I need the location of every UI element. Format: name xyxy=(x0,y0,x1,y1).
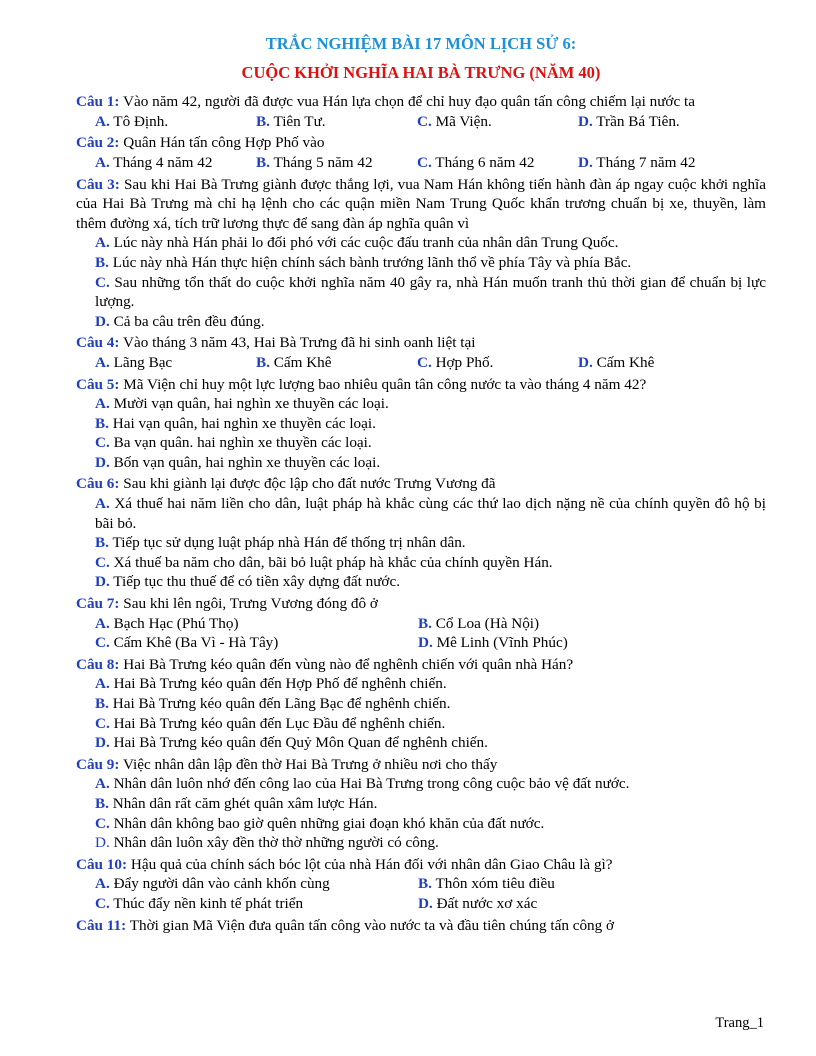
answer-option[interactable] xyxy=(95,553,766,573)
question-stem xyxy=(76,474,766,494)
option-letter: C. xyxy=(95,434,110,452)
answer-option[interactable] xyxy=(95,433,766,453)
answer-option[interactable] xyxy=(95,794,766,814)
question-number: Câu 11: xyxy=(76,916,127,934)
answer-option[interactable] xyxy=(418,874,741,894)
answer-option[interactable] xyxy=(95,394,766,414)
option-text: Hai Bà Trưng kéo quân đến Hợp Phố để nghênh chiến. xyxy=(113,675,447,693)
question-text: Vào tháng 3 năm 43, Hai Bà Trưng đã hi sinh oanh liệt tại xyxy=(123,334,476,352)
answer-option[interactable] xyxy=(256,153,417,173)
option-letter: A. xyxy=(95,353,110,371)
option-text: Nhân dân rất căm ghét quân xâm lược Hán. xyxy=(112,794,378,812)
document-page xyxy=(76,34,766,935)
answer-option[interactable] xyxy=(578,112,739,132)
option-text: Tháng 5 năm 42 xyxy=(273,153,373,171)
option-text: Sau những tổn thất do cuộc khởi nghĩa năm 40 gây ra, nhà Hán muốn tranh thủ thời gian để chuẩn bị lực lượng. xyxy=(95,273,767,311)
answer-option[interactable] xyxy=(95,733,766,753)
option-letter: C. xyxy=(417,153,432,171)
answer-option[interactable] xyxy=(76,273,766,312)
question-block xyxy=(76,755,766,853)
question-stem xyxy=(76,655,766,675)
option-letter: A. xyxy=(95,614,110,632)
question-block xyxy=(76,916,766,936)
option-text: Tháng 6 năm 42 xyxy=(435,153,535,171)
option-text: Xá thuế hai năm liền cho dân, luật pháp hà khắc cùng các thứ lao dịch nặng nề của chính quyền đô hộ bị bãi bỏ. xyxy=(95,495,766,532)
option-text: Thôn xóm tiêu điều xyxy=(435,875,555,893)
option-letter: D. xyxy=(418,894,433,912)
option-letter: D. xyxy=(578,353,593,371)
question-number: Câu 5: xyxy=(76,375,120,393)
options-row xyxy=(76,833,766,853)
option-letter: B. xyxy=(256,112,270,130)
answer-option[interactable] xyxy=(95,533,766,553)
answer-option[interactable] xyxy=(95,894,418,914)
question-stem xyxy=(76,175,766,234)
question-block xyxy=(76,855,766,914)
option-text: Hai Bà Trưng kéo quân đến Lãng Bạc để nghênh chiến. xyxy=(112,695,451,712)
options-row xyxy=(76,874,766,894)
option-text: Mười vạn quân, hai nghìn xe thuyền các loại. xyxy=(113,395,389,413)
option-letter: A. xyxy=(95,395,110,413)
question-text: Sau khi giành lại được độc lập cho đất nước Trưng Vương đã xyxy=(123,475,496,493)
question-text: Thời gian Mã Viện đưa quân tấn công vào nước ta và đầu tiên chúng tấn công ở xyxy=(129,916,615,934)
option-letter: C. xyxy=(95,553,110,571)
options-row xyxy=(76,353,766,373)
question-block xyxy=(76,133,766,172)
option-text: Lãng Bạc xyxy=(113,353,173,371)
options-row xyxy=(76,814,766,834)
option-letter: C. xyxy=(95,714,110,732)
answer-option[interactable] xyxy=(418,614,741,634)
option-letter: D. xyxy=(418,634,433,652)
answer-option[interactable] xyxy=(95,614,418,634)
answer-option[interactable] xyxy=(95,312,766,332)
answer-option[interactable] xyxy=(95,453,766,473)
option-letter: A. xyxy=(95,675,110,693)
title-line-2: CUỘC KHỞI NGHĨA HAI BÀ TRƯNG (NĂM 40) xyxy=(241,62,601,82)
option-letter: C. xyxy=(417,112,432,130)
answer-option[interactable] xyxy=(95,353,256,373)
options-row xyxy=(76,253,766,273)
answer-option[interactable] xyxy=(95,572,766,592)
question-text: Sau khi lên ngôi, Trưng Vương đóng đô ở xyxy=(123,595,378,613)
option-text: Bốn vạn quân, hai nghìn xe thuyền các loại. xyxy=(113,453,381,471)
answer-option[interactable] xyxy=(95,253,766,273)
options-row xyxy=(76,312,766,332)
answer-option[interactable] xyxy=(95,112,256,132)
option-text: Hai Bà Trưng kéo quân đến Quỷ Môn Quan để nghênh chiến. xyxy=(113,734,488,752)
option-letter: C. xyxy=(95,894,110,912)
answer-option[interactable] xyxy=(95,833,766,853)
page-footer: Trang_1 xyxy=(715,1015,764,1031)
question-block xyxy=(76,474,766,592)
question-stem xyxy=(76,594,766,614)
options-row xyxy=(76,453,766,473)
options-row xyxy=(76,112,766,132)
option-letter: B. xyxy=(95,794,109,812)
question-text: Quân Hán tấn công Hợp Phố vào xyxy=(123,134,325,152)
option-text: Cấm Khê (Ba Vì - Hà Tây) xyxy=(113,634,279,652)
question-block xyxy=(76,375,766,473)
option-letter: D. xyxy=(95,734,110,752)
question-text: Hậu quả của chính sách bóc lột của nhà Hán đối với nhân dân Giao Châu là gì? xyxy=(130,855,613,873)
option-text: Cả ba câu trên đều đúng. xyxy=(113,312,265,330)
option-text: Thúc đẩy nền kinh tế phát triển xyxy=(113,894,304,912)
question-stem xyxy=(76,333,766,353)
option-text: Tiếp tục sử dụng luật pháp nhà Hán để thống trị nhân dân. xyxy=(112,534,466,552)
question-text: Sau khi Hai Bà Trưng giành được thắng lợi, vua Nam Hán không tiến hành đàn áp ngay cuộc khởi nghĩa của Hai Bà Trưng mà chỉ hạ lệnh cho các quận miền Nam Trung Quốc khẩn trương chuẩn bị xe, thuyền, làm thêm đường xá, tích trữ lương thực để sang đàn áp nghĩa quân vì xyxy=(76,175,767,232)
option-letter: C. xyxy=(95,273,110,291)
options-row xyxy=(76,414,766,434)
answer-option[interactable] xyxy=(578,353,739,373)
option-text: Tô Định. xyxy=(113,112,169,130)
option-letter: B. xyxy=(95,253,109,271)
question-number: Câu 6: xyxy=(76,475,120,493)
question-number: Câu 7: xyxy=(76,595,120,613)
options-row xyxy=(76,553,766,573)
answer-option[interactable] xyxy=(95,674,766,694)
question-block xyxy=(76,175,766,332)
options-row xyxy=(76,733,766,753)
question-block xyxy=(76,655,766,753)
options-row xyxy=(76,633,766,653)
options-row xyxy=(76,774,766,794)
options-row xyxy=(76,273,766,312)
answer-option[interactable] xyxy=(418,894,741,914)
question-block xyxy=(76,92,766,131)
options-row xyxy=(76,894,766,914)
options-row xyxy=(76,674,766,694)
answer-option[interactable] xyxy=(95,414,766,434)
option-text: Trần Bá Tiên. xyxy=(596,112,680,130)
option-letter: A. xyxy=(95,234,110,252)
option-letter: D. xyxy=(95,573,110,591)
option-text: Đẩy người dân vào cảnh khốn cùng xyxy=(113,875,330,893)
option-letter: C. xyxy=(417,353,432,371)
option-letter: B. xyxy=(418,614,432,632)
option-text: Lúc này nhà Hán phải lo đối phó với các cuộc đấu tranh của nhân dân Trung Quốc. xyxy=(113,234,619,252)
answer-option[interactable] xyxy=(418,633,741,653)
option-letter: B. xyxy=(95,534,109,552)
question-stem xyxy=(76,855,766,875)
options-row xyxy=(76,233,766,253)
option-letter: A. xyxy=(95,875,110,893)
options-row xyxy=(76,433,766,453)
option-text: Cấm Khê xyxy=(273,353,332,371)
answer-option[interactable] xyxy=(76,494,766,533)
title-line-1: TRẮC NGHIỆM BÀI 17 MÔN LỊCH SỬ 6: xyxy=(265,34,577,53)
options-row xyxy=(76,494,766,533)
option-text: Hai vạn quân, hai nghìn xe thuyền các loại. xyxy=(112,414,376,432)
option-letter: D. xyxy=(95,312,110,330)
question-text: Mã Viện chỉ huy một lực lượng bao nhiêu quân tân công nước ta vào tháng 4 năm 42? xyxy=(123,375,647,393)
option-letter: B. xyxy=(418,875,432,893)
question-list xyxy=(76,92,766,935)
option-text: Lúc này nhà Hán thực hiện chính sách bành trướng lãnh thổ về phía Tây và phía Bắc. xyxy=(112,253,632,271)
options-row xyxy=(76,694,766,714)
answer-option[interactable] xyxy=(256,353,417,373)
options-row xyxy=(76,572,766,592)
answer-option[interactable] xyxy=(95,874,418,894)
option-text: Mã Viện. xyxy=(435,112,492,130)
option-text: Cổ Loa (Hà Nội) xyxy=(435,614,540,632)
question-text: Hai Bà Trưng kéo quân đến vùng nào để nghênh chiến với quân nhà Hán? xyxy=(123,655,574,673)
option-letter: D. xyxy=(578,153,593,171)
option-letter: B. xyxy=(95,695,109,712)
answer-option[interactable] xyxy=(256,112,417,132)
options-row xyxy=(76,614,766,634)
option-text: Tháng 4 năm 42 xyxy=(113,153,213,171)
option-letter: D. xyxy=(95,834,110,852)
question-stem xyxy=(76,916,766,936)
question-number: Câu 4: xyxy=(76,334,120,352)
option-letter: A. xyxy=(95,495,110,513)
option-letter: A. xyxy=(95,112,110,130)
answer-option[interactable] xyxy=(417,112,578,132)
answer-option[interactable] xyxy=(95,153,256,173)
question-stem xyxy=(76,133,766,153)
answer-option[interactable] xyxy=(95,694,766,714)
question-number: Câu 10: xyxy=(76,855,128,873)
option-letter: C. xyxy=(95,634,110,652)
answer-option[interactable] xyxy=(95,633,418,653)
answer-option[interactable] xyxy=(417,153,578,173)
question-number: Câu 9: xyxy=(76,755,120,773)
question-stem xyxy=(76,92,766,112)
options-row xyxy=(76,533,766,553)
option-text: Nhân dân luôn xây đền thờ thờ những người có công. xyxy=(113,834,439,852)
option-text: Tháng 7 năm 42 xyxy=(596,153,696,171)
question-text: Vào năm 42, người đã được vua Hán lựa chọn để chỉ huy đạo quân tấn công chiếm lại nước ta xyxy=(123,93,695,111)
option-text: Tiếp tục thu thuế để có tiền xây dựng đất nước. xyxy=(113,573,401,591)
option-letter: C. xyxy=(95,814,110,832)
question-stem xyxy=(76,375,766,395)
options-row xyxy=(76,794,766,814)
options-row xyxy=(76,394,766,414)
option-letter: D. xyxy=(95,453,110,471)
question-stem xyxy=(76,755,766,775)
option-text: Mê Linh (Vĩnh Phúc) xyxy=(436,634,568,652)
option-letter: A. xyxy=(95,153,110,171)
option-text: Xá thuế ba năm cho dân, bãi bỏ luật pháp hà khắc của chính quyền Hán. xyxy=(113,553,553,571)
question-block xyxy=(76,333,766,372)
option-letter: B. xyxy=(95,414,109,432)
option-letter: D. xyxy=(578,112,593,130)
question-number: Câu 3: xyxy=(76,175,120,193)
answer-option[interactable] xyxy=(417,353,578,373)
option-text: Hợp Phố. xyxy=(435,353,494,371)
option-text: Tiên Tư. xyxy=(273,112,326,130)
question-number: Câu 1: xyxy=(76,93,120,111)
question-number: Câu 2: xyxy=(76,134,120,152)
options-row xyxy=(76,714,766,734)
answer-option[interactable] xyxy=(95,714,766,734)
question-number: Câu 8: xyxy=(76,655,120,673)
answer-option[interactable] xyxy=(95,233,766,253)
option-text: Hai Bà Trưng kéo quân đến Lục Đầu để nghênh chiến. xyxy=(113,714,446,732)
option-text: Bạch Hạc (Phú Thọ) xyxy=(113,614,239,632)
options-row xyxy=(76,153,766,173)
question-text: Việc nhân dân lập đền thờ Hai Bà Trưng ở nhiều nơi cho thấy xyxy=(123,755,498,773)
option-text: Cấm Khê xyxy=(596,353,655,371)
option-text: Ba vạn quân. hai nghìn xe thuyền các loại. xyxy=(113,434,372,452)
option-text: Nhân dân luôn nhớ đến công lao của Hai Bà Trưng trong công cuộc bảo vệ đất nước. xyxy=(113,775,630,793)
option-letter: A. xyxy=(95,775,110,793)
option-text: Đất nước xơ xác xyxy=(436,894,538,912)
option-text: Nhân dân không bao giờ quên những giai đoạn khó khăn của đất nước. xyxy=(113,814,545,832)
answer-option[interactable] xyxy=(95,774,766,794)
option-letter: B. xyxy=(256,153,270,171)
option-letter: B. xyxy=(256,353,270,371)
question-block xyxy=(76,594,766,653)
answer-option[interactable] xyxy=(95,814,766,834)
answer-option[interactable] xyxy=(578,153,739,173)
